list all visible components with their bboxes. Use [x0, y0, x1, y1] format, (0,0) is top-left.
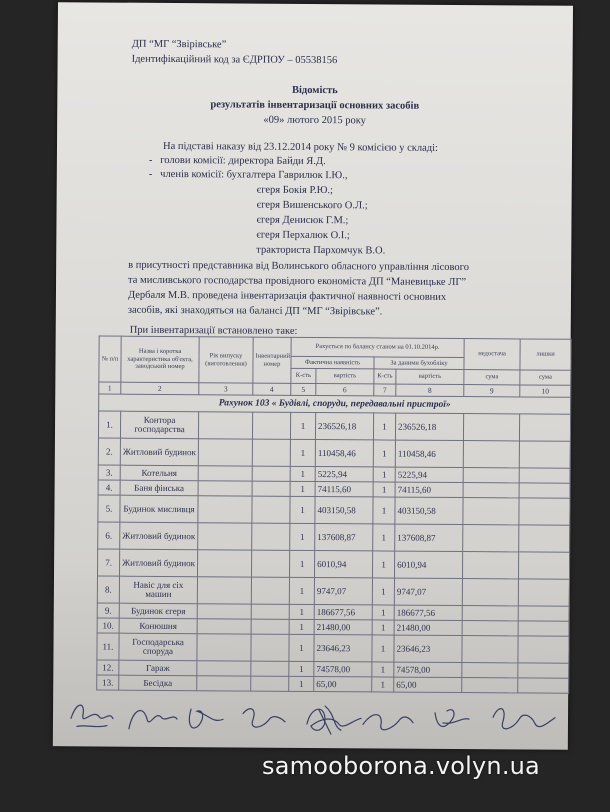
row-book-value: 21480,00	[394, 620, 462, 635]
row-shortage	[463, 525, 519, 552]
commission-member: єгеря Перхалюк О.І.;	[256, 229, 350, 242]
row-num: 8.	[97, 576, 119, 603]
row-book-qty: 1	[372, 677, 394, 692]
row-surplus	[519, 468, 570, 483]
column-number: 2	[121, 382, 199, 395]
row-year	[197, 661, 251, 676]
header-book-group: За даними бухобліку	[374, 357, 464, 370]
table-body	[97, 411, 571, 693]
row-num: 6.	[98, 522, 120, 549]
row-book-value: 65,00	[394, 677, 462, 692]
column-number: 7	[374, 384, 396, 396]
row-surplus	[518, 636, 569, 663]
established-line: При інвентаризації встановлено таке:	[129, 324, 298, 337]
table-row	[98, 438, 570, 468]
table-row	[98, 411, 570, 441]
row-shortage	[463, 468, 519, 483]
row-book-qty: 1	[373, 440, 395, 467]
body-line: засобів, які знаходяться на балансі ДП “МГ “Звірівське”.	[127, 304, 383, 318]
row-book-qty: 1	[373, 497, 395, 524]
row-book-qty: 1	[373, 524, 395, 551]
commission-member: тракториста Пархомчук В.О.	[256, 244, 386, 257]
body-line: в присутності представника від Волинського обласного управління лісового	[128, 259, 470, 274]
row-name: Житловий будинок	[120, 522, 198, 550]
row-value: 236526,18	[315, 413, 373, 440]
row-qty: 1	[290, 523, 315, 550]
row-shortage	[462, 621, 518, 636]
row-value: 21480,00	[314, 620, 372, 635]
header-balance-group: Рахується по балансу станом на 01.10.2014р.	[291, 337, 464, 357]
row-year	[198, 466, 252, 481]
row-surplus	[519, 498, 570, 525]
table-row	[98, 522, 570, 552]
row-qty: 1	[289, 634, 314, 661]
row-year	[198, 496, 252, 523]
row-value: 6010,94	[314, 551, 372, 578]
row-surplus	[518, 663, 569, 678]
row-value: 137608,87	[315, 524, 373, 551]
row-inv	[252, 481, 290, 496]
row-value: 23646,23	[314, 635, 372, 662]
table-row	[97, 633, 569, 663]
commission-member: - членів комісії: бухгалтера Гаврилюк І.Ю.,	[148, 168, 348, 182]
row-value: 110458,46	[315, 440, 373, 467]
table-header-row	[99, 336, 571, 358]
header-shortage-sum: сума	[464, 370, 520, 385]
row-shortage	[462, 636, 518, 663]
row-book-value: 9747,07	[394, 578, 462, 605]
row-book-qty: 1	[372, 620, 394, 635]
row-shortage	[462, 606, 518, 621]
row-shortage	[463, 414, 519, 441]
row-surplus	[519, 414, 570, 441]
row-inv	[251, 634, 289, 661]
row-book-qty: 1	[372, 578, 394, 605]
column-number: 5	[291, 383, 316, 395]
row-book-value: 186677,56	[394, 605, 462, 620]
header-qty: К-сть	[374, 369, 396, 384]
row-inv	[252, 496, 290, 523]
column-number: 1	[99, 382, 121, 394]
row-qty: 1	[289, 619, 314, 634]
header-id-code: Ідентифікаційний код за ЄДРПОУ – 05538156	[131, 53, 338, 67]
row-value: 9747,07	[314, 578, 372, 605]
commission-intro: На підставі наказу від 23.12.2014 року № 9 комісією у складі:	[162, 140, 439, 154]
table-row	[98, 495, 570, 525]
row-name: Будинок мисливця	[120, 495, 198, 523]
row-num: 1.	[98, 411, 120, 438]
row-qty: 1	[289, 550, 314, 577]
row-surplus	[518, 621, 569, 636]
body-line: Дербаля М.В. проведена інвентаризація фактичної наявності основних	[127, 289, 447, 303]
header-inv: Інвентарний номер	[253, 337, 291, 383]
row-surplus	[519, 525, 570, 552]
row-book-value: 137608,87	[395, 524, 463, 551]
table-row	[98, 549, 570, 579]
row-shortage	[462, 663, 518, 678]
row-book-qty: 1	[372, 662, 394, 677]
row-num: 5.	[98, 495, 120, 522]
row-book-qty: 1	[372, 551, 394, 578]
header-num: № п/п	[99, 336, 121, 382]
row-inv	[252, 412, 290, 439]
header-name: Назва і коротка характеристика об'єкта, заводський номер	[121, 336, 199, 383]
row-surplus	[519, 552, 570, 579]
section-title: Рахунок 103 « Будівлі, споруди, передавальні пристрої»	[99, 394, 571, 414]
row-year	[198, 523, 252, 550]
row-qty: 1	[290, 496, 315, 523]
row-qty: 1	[290, 466, 315, 481]
header-value: вартість	[396, 369, 464, 384]
row-name: Котельня	[120, 465, 198, 481]
column-number: 9	[464, 385, 520, 397]
header-value: вартість	[316, 369, 374, 384]
row-inv	[251, 604, 289, 619]
row-qty: 1	[289, 577, 314, 604]
row-name: Житловий будинок	[120, 549, 198, 577]
row-surplus	[519, 483, 570, 498]
row-name: Будинок єгеря	[119, 603, 197, 619]
row-book-qty: 1	[373, 413, 395, 440]
row-num: 11.	[97, 633, 119, 660]
doc-date: «09» лютого 2015 року	[263, 114, 366, 127]
row-surplus	[518, 606, 569, 621]
row-shortage	[463, 552, 519, 579]
header-surplus: лишки	[520, 339, 571, 370]
row-year	[197, 550, 251, 577]
signatures-graphic	[63, 688, 568, 752]
row-qty: 1	[289, 661, 314, 676]
row-year	[197, 577, 251, 604]
commission-member: єгеря Денисюк Г.М.;	[256, 214, 349, 227]
row-qty: 1	[289, 604, 314, 619]
commission-member: єгеря Бокія Р.Ю.;	[256, 184, 334, 197]
row-book-qty: 1	[372, 635, 394, 662]
row-num: 3.	[98, 465, 120, 480]
row-year	[197, 604, 251, 619]
table-row	[97, 576, 569, 606]
row-qty: 1	[290, 439, 315, 466]
row-value: 186677,56	[314, 605, 372, 620]
row-book-value: 23646,23	[394, 635, 462, 662]
row-num: 7.	[98, 549, 120, 576]
row-name: Гараж	[119, 660, 197, 676]
row-num: 4.	[98, 480, 120, 495]
row-num: 12.	[97, 660, 119, 675]
row-qty: 1	[290, 481, 315, 496]
header-org: ДП “МГ “Звірівське”	[131, 38, 227, 51]
row-year	[198, 412, 252, 439]
row-value: 403150,58	[315, 497, 373, 524]
row-book-qty: 1	[373, 467, 395, 482]
column-number: 10	[520, 385, 571, 397]
row-inv	[252, 523, 290, 550]
row-inv	[251, 661, 289, 676]
row-year	[198, 439, 252, 466]
row-book-value: 110458,46	[395, 440, 463, 467]
row-year	[197, 619, 251, 634]
row-book-value: 74115,60	[395, 482, 463, 497]
column-number: 3	[199, 383, 253, 395]
row-name: Навіс для сіх машин	[119, 576, 197, 604]
row-book-qty: 1	[372, 605, 394, 620]
row-book-value: 403150,58	[395, 497, 463, 524]
header-shortage: недостача	[464, 339, 520, 370]
row-value: 65,00	[314, 677, 372, 692]
row-book-qty: 1	[373, 482, 395, 497]
row-name: Бесідка	[119, 675, 197, 691]
row-qty: 1	[290, 412, 315, 439]
row-year	[197, 634, 251, 661]
header-surplus-sum: сума	[520, 370, 571, 385]
commission-member: єгеря Вишенського О.Л.;	[256, 199, 368, 212]
row-num: 9.	[97, 603, 119, 618]
row-num: 2.	[98, 438, 120, 465]
doc-title: Відомість	[291, 84, 338, 97]
row-num: 10.	[97, 618, 119, 633]
row-inv	[251, 619, 289, 634]
commission-head: - голови комісії: директора Байди Я.Д.	[148, 154, 326, 168]
row-name: Баня фінська	[120, 480, 198, 496]
row-value: 74578,00	[314, 662, 372, 677]
row-inv	[251, 577, 289, 604]
row-shortage	[463, 483, 519, 498]
row-surplus	[519, 441, 570, 468]
body-line: та мисливського господарства провідного економіста ДП “Маневицьке ЛГ”	[128, 274, 467, 289]
watermark: samooborona.volyn.ua	[262, 752, 540, 780]
doc-subtitle: результатів інвентаризації основних засобів	[210, 99, 420, 112]
column-number: 8	[396, 384, 464, 396]
column-number: 4	[253, 383, 291, 395]
inventory-table	[96, 335, 571, 693]
header-qty: К-сть	[291, 368, 316, 383]
row-name: Конюшня	[119, 618, 197, 634]
header-year: Рік випуску (виготовлення)	[199, 337, 253, 383]
row-book-value: 236526,18	[395, 413, 463, 440]
row-shortage	[463, 441, 519, 468]
row-name: Житловий будинок	[120, 438, 198, 466]
row-name: Господарська споруда	[119, 633, 197, 661]
document-page	[53, 2, 573, 750]
row-name: Контора господарства	[120, 411, 198, 439]
row-qty: 1	[289, 676, 314, 691]
row-book-value: 6010,94	[394, 551, 462, 578]
row-shortage	[462, 579, 518, 606]
row-year	[198, 481, 252, 496]
column-number: 6	[316, 384, 374, 396]
row-inv	[251, 550, 289, 577]
row-value: 74115,60	[315, 482, 373, 497]
row-book-value: 74578,00	[394, 662, 462, 677]
header-actual-group: Фактична наявність	[291, 356, 374, 369]
row-shortage	[463, 498, 519, 525]
row-value: 5225,94	[315, 467, 373, 482]
row-surplus	[518, 579, 569, 606]
row-inv	[252, 466, 290, 481]
row-book-value: 5225,94	[395, 467, 463, 482]
row-num: 13.	[97, 675, 119, 690]
row-inv	[252, 439, 290, 466]
